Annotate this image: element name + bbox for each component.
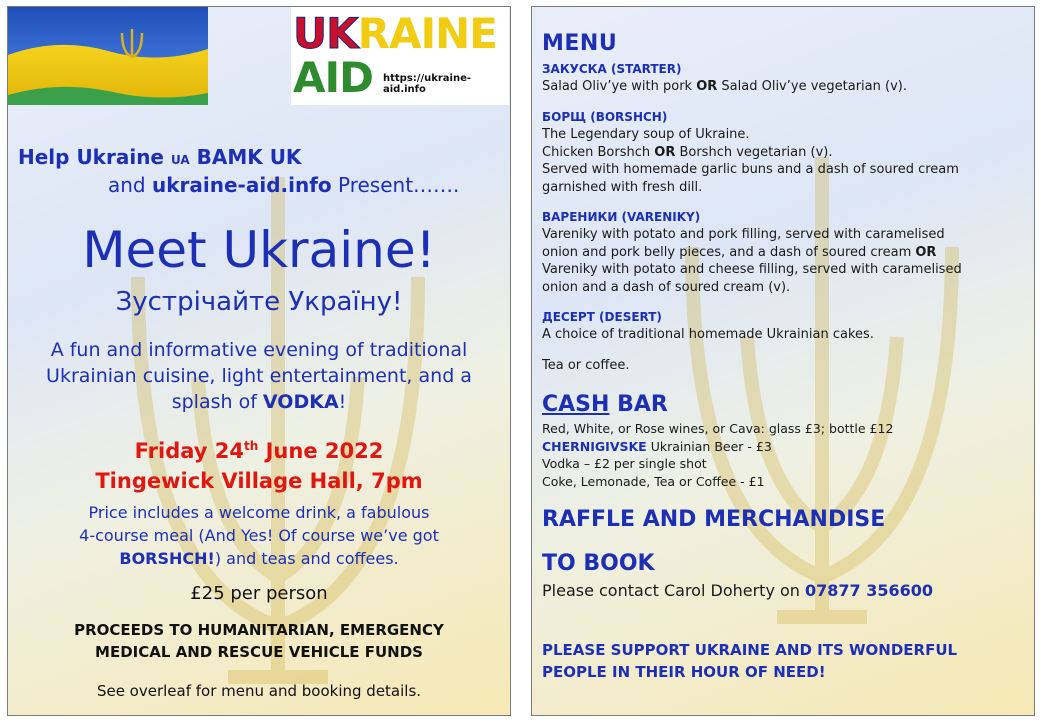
flyer-front-panel (7, 6, 511, 716)
raffle-heading: RAFFLE AND MERCHANDISE (542, 507, 886, 532)
help-ukraine-line: Help Ukraine UA BAMK UK (18, 145, 302, 169)
support-message: PLEASE SUPPORT UKRAINE AND ITS WONDERFUL PEOPLE IN THEIR HOUR OF NEED! (542, 641, 958, 681)
cash-bar-heading: CASH BAR (542, 392, 668, 417)
event-description: A fun and informative evening of traditional Ukrainian cuisine, light entertainment, and a splash of VODKA! (46, 339, 472, 413)
event-date-venue: Friday 24th June 2022 Tingewick Village Hall, 7pm (95, 439, 423, 493)
event-title: Meet Ukraine! (82, 221, 436, 279)
overleaf-note: See overleaf for menu and booking details. (96, 682, 422, 700)
menu-tea-text: Tea or coffee. (542, 358, 630, 373)
menu-vareniky-text: Vareniky with potato and pork filling, served with caramelised onion and pork belly pieces, and a dash of soured cream OR Vareniky with potato and cheese filling, served with caramelised onion and a dash of soured cream (v). (542, 227, 962, 295)
presenter-line: and ukraine-aid.info Present……. (108, 173, 460, 197)
ukraine-aid-logo (291, 7, 509, 105)
logo-uk-text: UK (293, 9, 358, 58)
menu-heading: MENU (542, 31, 618, 56)
menu-starter-text: Salad Oliv’ye with pork OR Salad Oliv’ye vegetarian (v). (542, 79, 907, 94)
flyer-back-panel (531, 6, 1035, 716)
booking-phone-number: 07877 356600 (805, 581, 934, 600)
cash-bar-list: Red, White, or Rose wines, or Cava: glass £3; bottle £12 CHERNIGIVSKE Ukrainian Beer - £3 Vodka – £2 per single shot Coke, Lemonade, Tea or Coffee - £1 (542, 421, 894, 489)
ukraine-flag-image (8, 7, 208, 105)
logo-url-text: https://ukraine-aid.info (383, 73, 472, 95)
booking-contact: Please contact Carol Doherty on 07877 356600 (542, 581, 934, 600)
menu-starter-title: ЗАКУСКА (STARTER) (542, 62, 682, 76)
menu-borshch-text: The Legendary soup of Ukraine. Chicken Borshch OR Borshch vegetarian (v). Served with homemade garlic buns and a dash of soured cream garnished with fresh dill. (542, 127, 959, 195)
menu-borshch-title: БОРЩ (BORSHCH) (542, 110, 668, 124)
proceeds-statement: PROCEEDS TO HUMANITARIAN, EMERGENCY MEDICAL AND RESCUE VEHICLE FUNDS (74, 621, 444, 661)
menu-vareniky-title: ВАРЕНИКИ (VARENIKY) (542, 210, 701, 224)
event-title-ukrainian: Зустрічайте Україну! (115, 287, 403, 317)
menu-dessert-title: ДЕСЕРТ (DESERT) (542, 310, 662, 324)
booking-heading: TO BOOK (542, 551, 655, 576)
logo-aid-text: AID (293, 53, 373, 102)
menu-dessert-text: A choice of traditional homemade Ukrainian cakes. (542, 327, 874, 342)
price-per-person: £25 per person (190, 583, 328, 604)
logo-wordmark (293, 9, 497, 58)
price-description: Price includes a welcome drink, a fabulous 4-course meal (And Yes! Of course we’ve got BORSHCH!) and teas and coffees. (79, 503, 439, 568)
logo-raine-text: RAINE (357, 9, 497, 58)
